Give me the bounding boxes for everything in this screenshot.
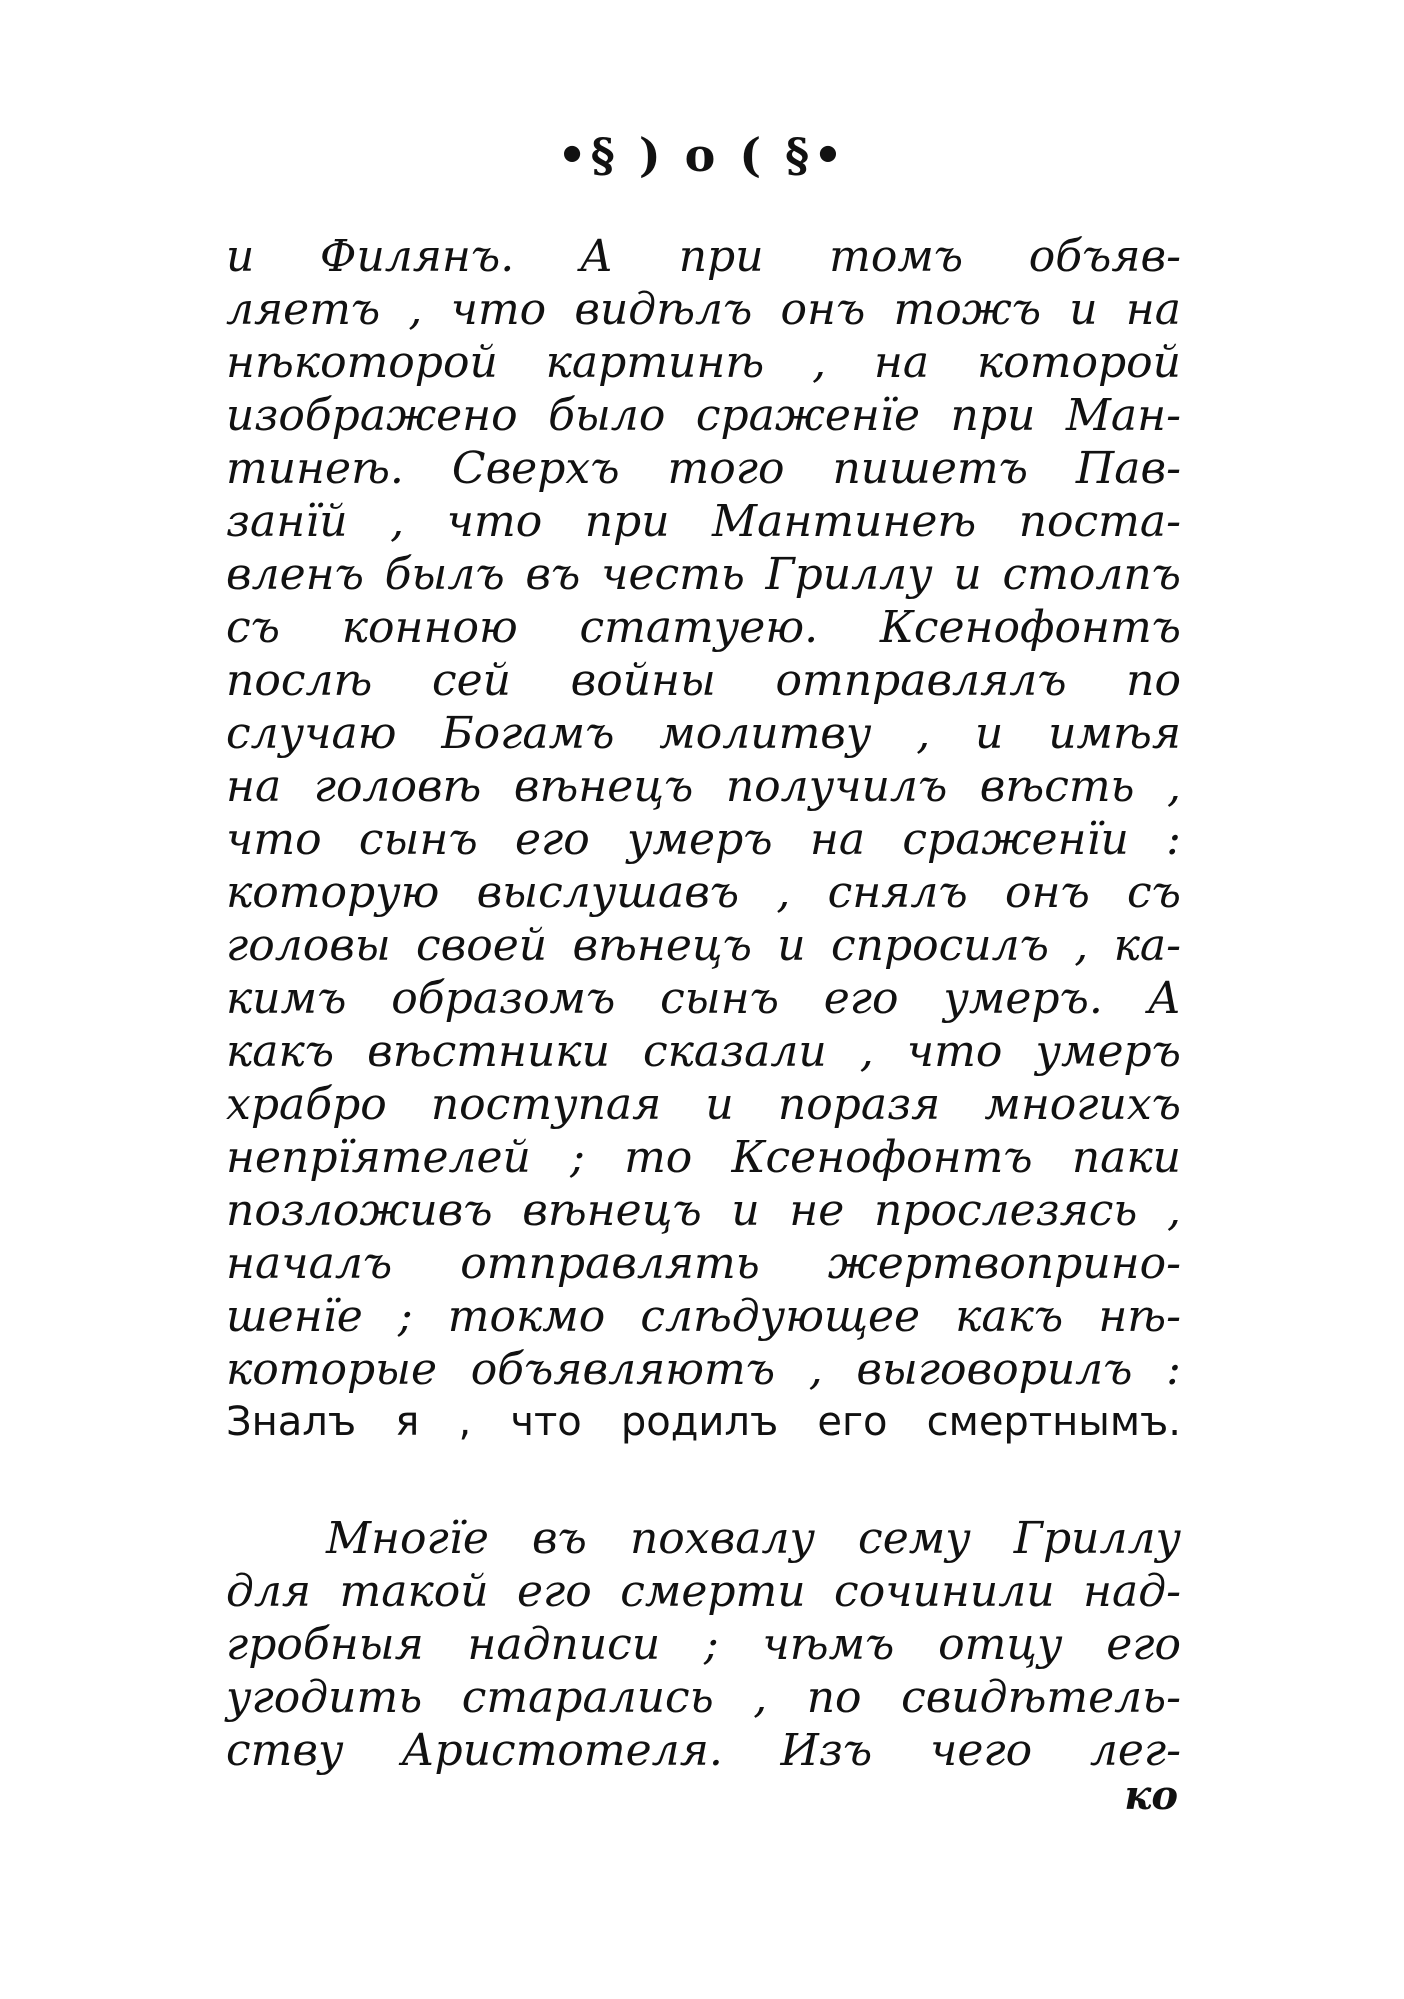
text-line: началъ отправлять жертвоприно- — [226, 1238, 1181, 1289]
text-line: головы своей вѣнецъ и спросилъ , ка- — [226, 920, 1181, 971]
text-line: шенїе ; токмо слѣдующее какъ нѣ- — [226, 1291, 1181, 1342]
text-line: храбро поступая и поразя многихъ — [226, 1079, 1181, 1130]
text-line: угодить старались , по свидѣтель- — [226, 1672, 1181, 1723]
text-line: кимъ образомъ сынъ его умеръ. А — [226, 973, 1181, 1024]
text-line: Многїе въ похвалу сему Гриллу — [326, 1513, 1181, 1564]
text-line: что сынъ его умеръ на сраженїи : — [226, 814, 1181, 865]
text-line: гробныя надписи ; чѣмъ отцу его — [226, 1619, 1181, 1670]
text-line: изображено было сраженїе при Ман- — [226, 390, 1181, 441]
text-line: тинеѣ. Сверхъ того пишетъ Пав- — [226, 443, 1181, 494]
text-line: занїй , что при Мантинеѣ поста- — [226, 496, 1181, 547]
page-header: •§ ) o ( §• — [557, 128, 847, 182]
text-line: для такой его смерти сочинили над- — [226, 1566, 1181, 1617]
text-line: ляетъ , что видѣлъ онъ тожъ и на — [226, 284, 1181, 335]
text-line: нѣкоторой картинѣ , на которой — [226, 337, 1181, 388]
text-line: на головѣ вѣнецъ получилъ вѣсть , — [226, 761, 1181, 812]
text-line: послѣ сей войны отправлялъ по — [226, 655, 1181, 706]
text-line: какъ вѣстники сказали , что умеръ — [226, 1026, 1181, 1077]
text-line: позложивъ вѣнецъ и не прослезясь , — [226, 1185, 1181, 1236]
paragraph-2 — [226, 1512, 1181, 1777]
paragraph-1 — [226, 230, 1181, 1449]
text-line: съ конною статуею. Ксенофонтъ — [226, 602, 1181, 653]
text-line: которые объявляютъ , выговорилъ : — [226, 1344, 1181, 1395]
text-line: непрїятелей ; то Ксенофонтъ паки — [226, 1132, 1181, 1183]
text-line-closing: Зналъ я , что родилъ его смертнымъ. — [226, 1399, 1181, 1445]
text-line: ству Аристотеля. Изъ чего лег- — [226, 1725, 1181, 1776]
catchword: ко — [1124, 1772, 1178, 1819]
text-line: и Филянъ. А при томъ объяв- — [226, 231, 1181, 282]
text-line: случаю Богамъ молитву , и имѣя — [226, 708, 1181, 759]
text-line: вленъ былъ въ честь Гриллу и столпъ — [226, 549, 1181, 600]
text-line: которую выслушавъ , снялъ онъ съ — [226, 867, 1181, 918]
